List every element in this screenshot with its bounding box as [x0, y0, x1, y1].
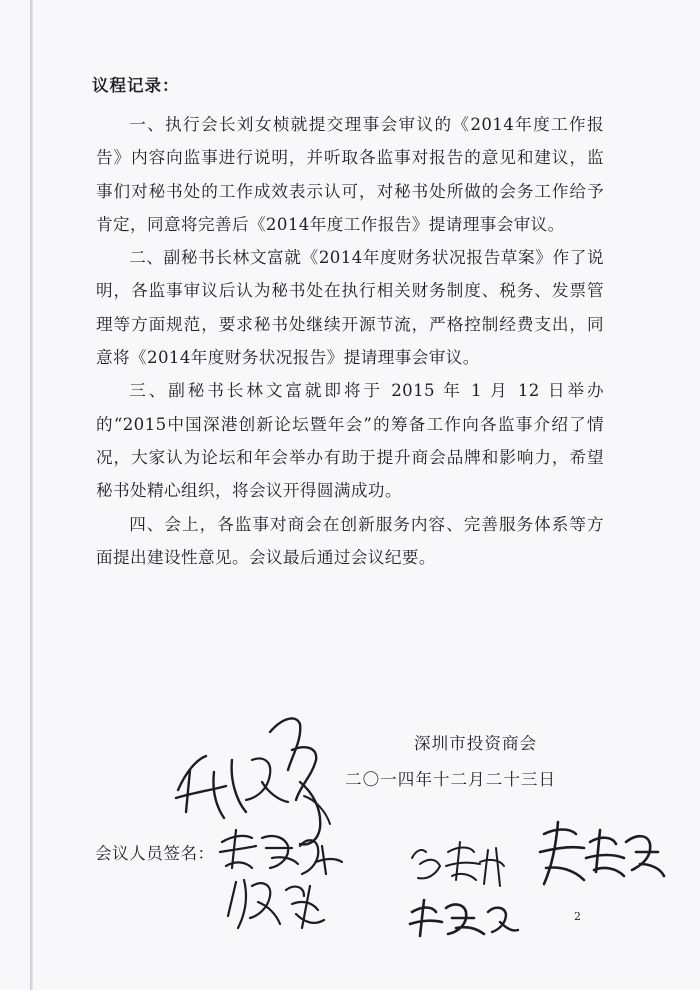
signature-middle-upper — [412, 842, 504, 886]
signature-large-center — [176, 718, 330, 844]
signature-middle-lower — [410, 900, 518, 936]
agenda-heading: 议程记录： — [92, 76, 180, 95]
document-date: 二〇一四年十二月二十三日 — [345, 770, 557, 789]
signature-right — [540, 822, 664, 884]
page-number: 2 — [574, 910, 581, 923]
agenda-item-3: 三、副秘书长林文富就即将于 2015 年 1 月 12 日举办的“2015中国深港创新论坛暨年会”的筹备工作向各监事介绍了情况，大家认为论坛和年会举办有助于提升商会品牌和影响力，希望秘书处精心组织，将会议开得圆满成功。 — [96, 381, 604, 501]
signature-label: 会议人员签名： — [95, 844, 215, 863]
signature-left-lower — [228, 880, 324, 928]
agenda-item-1: 一、执行会长刘女桢就提交理事会审议的《2014年度工作报告》内容向监事进行说明，并听取各监事对报告的意见和建议，监事们对秘书处的工作成效表示认可，对秘书处所做的会务工作给予肯定，同意将完善后《2014年度工作报告》提请理事会审议。 — [96, 115, 604, 234]
agenda-item-4: 四、会上，各监事对商会在创新服务内容、完善服务体系等方面提出建设性意见。会议最后通过会议纪要。 — [96, 514, 604, 567]
agenda-item-2: 二、副秘书长林文富就《2014年度财务状况报告草案》作了说明，各监事审议后认为秘书处在执行相关财务制度、税务、发票管理等方面规范，要求秘书处继续开源节流，严格控制经费支出，同意将《2014年度财务状况报告》提请理事会审议。 — [96, 248, 604, 368]
signature-left-upper — [220, 830, 342, 874]
organization-name: 深圳市投资商会 — [414, 734, 538, 753]
